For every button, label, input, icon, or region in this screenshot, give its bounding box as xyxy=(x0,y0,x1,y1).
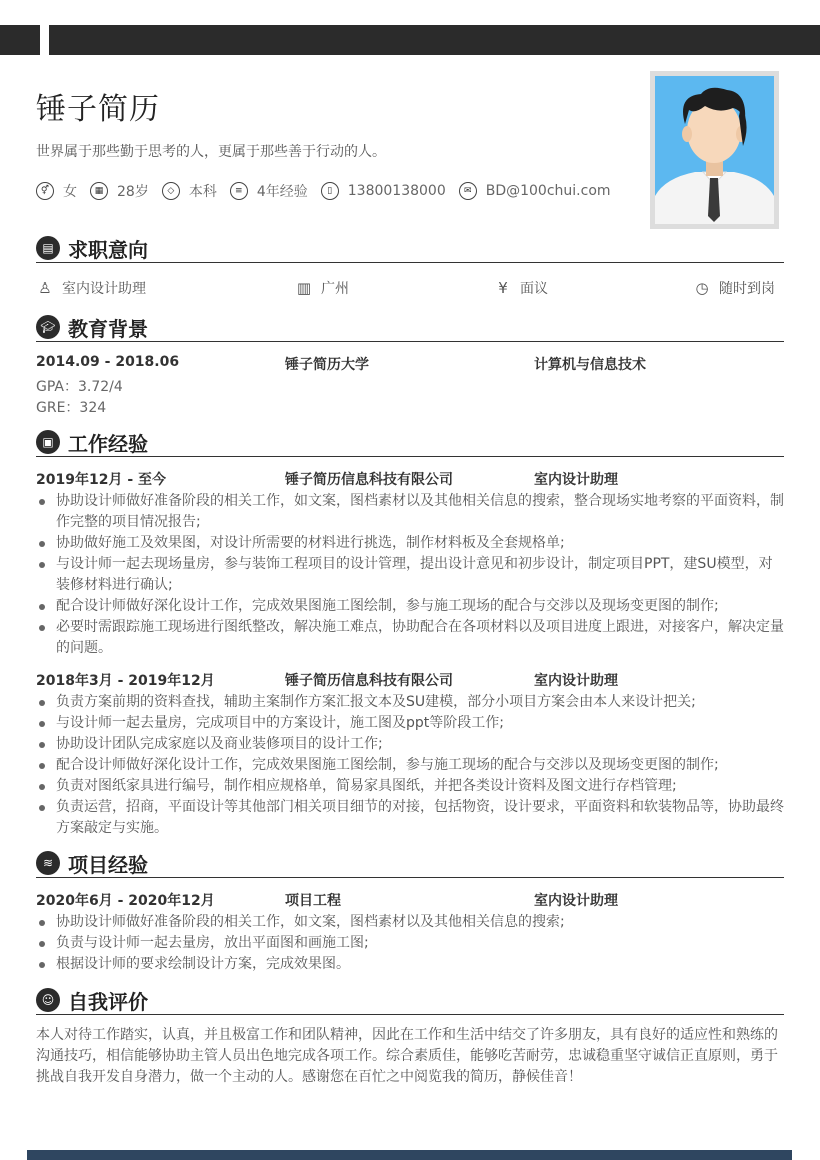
intent-availability-text: 随时到岗 xyxy=(719,281,775,297)
project-duties-list xyxy=(36,912,784,975)
calendar-icon: ▦ xyxy=(90,182,108,200)
info-experience: 4年经验 xyxy=(256,184,308,200)
project-name: 项目工程 xyxy=(285,893,341,909)
work-duties-list xyxy=(36,692,784,839)
list-item: 负责运营，招商，平面设计等其他部门相关项目细节的对接，包括物资，设计要求，平面资料和软装物品等，协助最终方案敲定与实施。 xyxy=(36,797,784,839)
project-role: 室内设计助理 xyxy=(534,893,618,909)
list-item: 负责与设计师一起去量房，放出平面图和画施工图; xyxy=(36,933,784,954)
tie-icon: ♙ xyxy=(38,279,52,297)
info-email: BD@100chui.com xyxy=(485,183,611,199)
list-item: 协助设计团队完成家庭以及商业装修项目的设计工作; xyxy=(36,734,784,755)
section-education xyxy=(36,313,784,342)
layers-icon: ≋ xyxy=(36,851,60,875)
work-period: 2019年12月 - 至今 xyxy=(36,472,167,488)
intent-city xyxy=(295,278,349,298)
list-item: 与设计师一起去现场量房，参与装饰工程项目的设计管理，提出设计意见和初步设计，制定项目PPT，建SU模型，对装修材料进行确认; xyxy=(36,554,784,596)
education-school: 锤子简历大学 xyxy=(285,357,369,373)
work-company: 锤子简历信息科技有限公司 xyxy=(285,472,453,488)
intent-position-text: 室内设计助理 xyxy=(62,281,146,297)
bottom-bar xyxy=(27,1150,792,1160)
avatar-illustration xyxy=(655,76,774,224)
self-evaluation-text: 本人对待工作踏实，认真，并且极富工作和团队精神，因此在工作和生活中结交了许多朋友，具有良好的适应性和熟练的沟通技巧，相信能够协助主管人员出色地完成各项工作。综合素质佳，能够吃苦耐劳，忠诚稳重坚守诚信正直原则，勇于挑战自我开发自身潜力，做一个主动的人。感谢您在百忙之中阅览我的简历，静候佳音！ xyxy=(36,1027,778,1085)
work-duties-list xyxy=(36,491,784,659)
list-item: 协助做好施工及效果图，对设计所需要的材料进行挑选，制作材料板及全套规格单; xyxy=(36,533,784,554)
graduation-cap-icon: 🎓︎ xyxy=(36,315,60,339)
section-work xyxy=(36,428,784,457)
project-period: 2020年6月 - 2020年12月 xyxy=(36,893,215,909)
intent-position xyxy=(36,278,146,298)
building-icon: ▥ xyxy=(296,279,312,297)
intent-availability xyxy=(693,278,775,298)
intent-salary xyxy=(494,278,548,298)
resume-name: 锤子简历 xyxy=(36,92,160,127)
section-title: 自我评价 xyxy=(68,990,148,1014)
list-item: 必要时需跟踪施工现场进行图纸整改，解决施工难点，协助配合在各项材料以及项目进度上跟进，对接客户，解决定量的问题。 xyxy=(36,617,784,659)
info-phone: 13800138000 xyxy=(347,183,446,199)
yen-icon: ¥ xyxy=(498,279,508,297)
clipboard-icon: ▤ xyxy=(36,236,60,260)
education-gre: GRE：324 xyxy=(36,400,107,416)
briefcase-icon: ▣ xyxy=(36,430,60,454)
list-item: 负责方案前期的资料查找，辅助主案制作方案汇报文本及SU建模，部分小项目方案会由本人来设计把关; xyxy=(36,692,784,713)
resume-motto: 世界属于那些勤于思考的人，更属于那些善于行动的人。 xyxy=(36,144,386,160)
info-degree: 本科 xyxy=(188,184,217,200)
list-item: 负责对图纸家具进行编号，制作相应规格单，简易家具图纸，并把各类设计资料及图文进行存档管理; xyxy=(36,776,784,797)
graduation-cap-icon: ◇ xyxy=(162,182,180,200)
list-item: 与设计师一起去量房，完成项目中的方案设计，施工图及ppt等阶段工作; xyxy=(36,713,784,734)
education-period: 2014.09 - 2018.06 xyxy=(36,354,180,370)
education-gpa: GPA：3.72/4 xyxy=(36,379,123,395)
user-icon: ☺ xyxy=(36,988,60,1012)
section-title: 项目经验 xyxy=(68,853,148,877)
section-title: 工作经验 xyxy=(68,432,148,456)
intent-salary-text: 面议 xyxy=(520,281,548,297)
info-age: 28岁 xyxy=(117,184,149,200)
section-intent xyxy=(36,234,784,263)
phone-icon: ▯ xyxy=(321,182,339,200)
gender-icon: ⚥ xyxy=(36,182,54,200)
profile-photo xyxy=(650,71,779,229)
clock-icon: ◷ xyxy=(695,279,709,297)
intent-city-text: 广州 xyxy=(321,281,349,297)
section-self-evaluation xyxy=(36,986,784,1015)
personal-info-row xyxy=(36,181,624,201)
section-title: 求职意向 xyxy=(68,238,148,262)
email-icon: ✉ xyxy=(459,182,477,200)
work-company: 锤子简历信息科技有限公司 xyxy=(285,673,453,689)
info-gender: 女 xyxy=(63,184,77,200)
section-title: 教育背景 xyxy=(68,317,148,341)
work-role: 室内设计助理 xyxy=(534,673,618,689)
top-bar-accent xyxy=(0,25,40,55)
work-period: 2018年3月 - 2019年12月 xyxy=(36,673,215,689)
list-item: 根据设计师的要求绘制设计方案，完成效果图。 xyxy=(36,954,784,975)
education-major: 计算机与信息技术 xyxy=(534,357,646,373)
top-bar xyxy=(49,25,820,55)
briefcase-icon: ≡ xyxy=(230,182,248,200)
section-project xyxy=(36,849,784,878)
list-item: 配合设计师做好深化设计工作，完成效果图施工图绘制，参与施工现场的配合与交涉以及现场变更图的制作; xyxy=(36,755,784,776)
list-item: 协助设计师做好准备阶段的相关工作，如文案，图档素材以及其他相关信息的搜索; xyxy=(36,912,784,933)
work-role: 室内设计助理 xyxy=(534,472,618,488)
list-item: 协助设计师做好准备阶段的相关工作，如文案，图档素材以及其他相关信息的搜索，整合现场实地考察的平面资料，制作完整的项目情况报告; xyxy=(36,491,784,533)
list-item: 配合设计师做好深化设计工作，完成效果图施工图绘制，参与施工现场的配合与交涉以及现场变更图的制作; xyxy=(36,596,784,617)
